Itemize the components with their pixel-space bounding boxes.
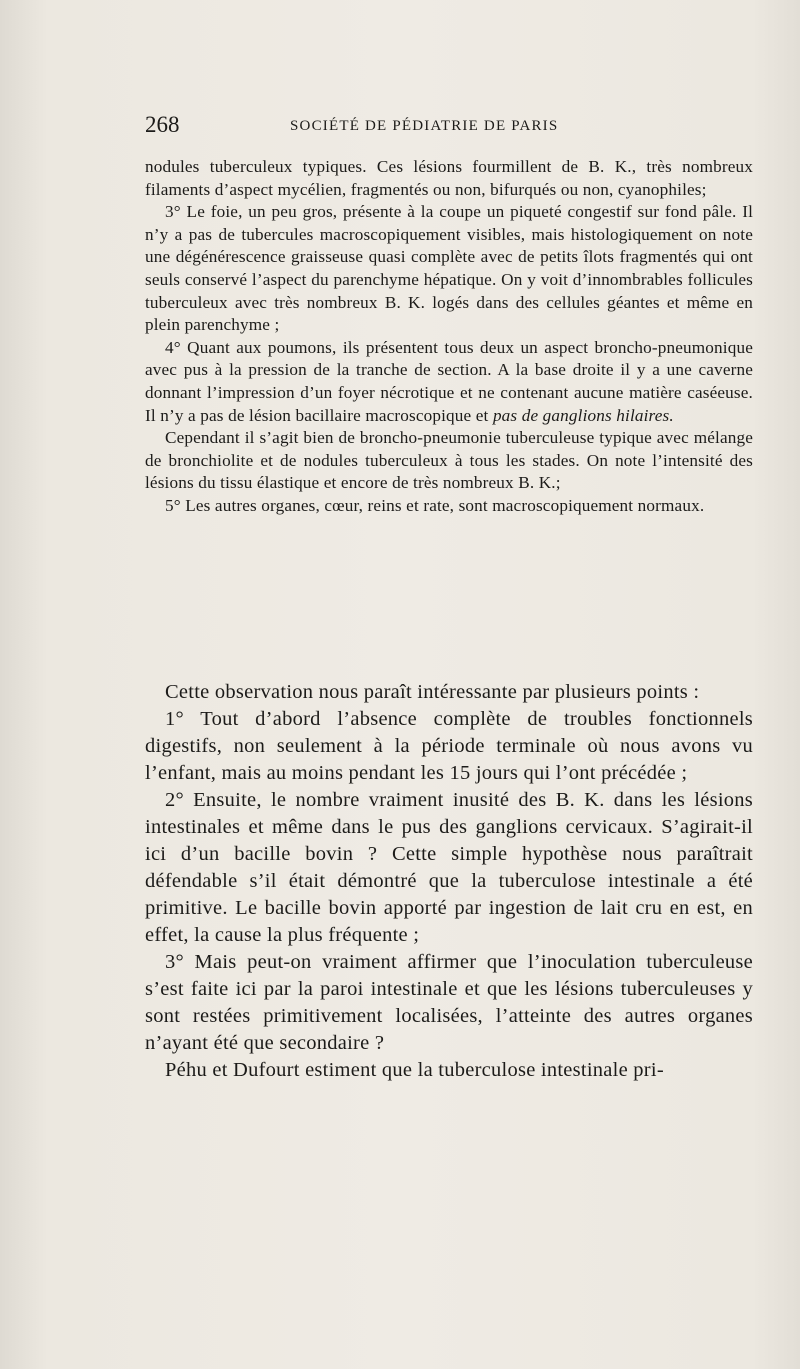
paragraph: 2° Ensuite, le nombre vraiment inusité des B. K. dans les lésions intestinales et même dans le pus des ganglions cervicaux. S’agirait-il ici d’un bacille bovin ? Cette simple hypothèse nous paraîtrait défendable s’il était démontré que la tuberculose intestinale a été primitive. Le bacille bovin apporté par ingestion de lait cru en est, en effet, la cause la plus fréquente ; <box>145 789 753 946</box>
main-text-section <box>145 679 753 1084</box>
paragraph: Péhu et Dufourt estiment que la tuberculose intestinale pri- <box>165 1059 664 1081</box>
paragraph <box>145 337 753 427</box>
running-head: SOCIÉTÉ DE PÉDIATRIE DE PARIS <box>290 118 559 134</box>
paragraph: Cependant il s’agit bien de broncho-pneumonie tuberculeuse typique avec mélange de bronchiolite et de nodules tuberculeux à tous les stades. On note l’intensité des lésions du tissu élastique et encore de très nombreux B. K.; <box>145 428 753 493</box>
paragraph: 5° Les autres organes, cœur, reins et rate, sont macroscopiquement normaux. <box>165 495 705 515</box>
paragraph: 3° Le foie, un peu gros, présente à la coupe un piqueté congestif sur fond pâle. Il n’y a pas de tubercules macroscopiquement visibles, mais histologiquement on note une dégénérescence graisseuse quasi complète avec de petits îlots fragmentés qui ont seuls conservé l’aspect du parenchyme hépatique. On y voit d’innombrables follicules tuberculeux avec très nombreux B. K. logés dans des cellules géantes et même en plein parenchyme ; <box>145 202 753 335</box>
paragraph: 1° Tout d’abord l’absence complète de troubles fonctionnels digestifs, non seulement à la période terminale où nous avons vu l’enfant, mais au moins pendant les 15 jours qui l’ont précédée ; <box>145 708 753 784</box>
page-number: 268 <box>145 112 180 137</box>
paragraph: Cette observation nous paraît intéressante par plusieurs points : <box>165 681 700 703</box>
page-header <box>145 112 753 142</box>
paragraph: nodules tuberculeux typiques. Ces lésions fourmillent de B. K., très nombreux filaments d’aspect mycélien, fragmentés ou non, bifurqués ou non, cyanophiles; <box>145 157 753 199</box>
italic-phrase: pas de ganglions hilaires. <box>492 405 674 425</box>
paragraph-text: 4° Quant aux poumons, ils présentent tous deux un aspect broncho-pneumonique avec pus à la pression de la tranche de section. A la base droite il y a une caverne donnant l’impression d’un foyer nécrotique et ne contenant aucune matière caséeuse. Il n’y a pas de lésion bacillaire macroscopique et <box>145 337 753 425</box>
small-print-section <box>145 156 753 518</box>
paragraph: 3° Mais peut-on vraiment affirmer que l’inoculation tuberculeuse s’est faite ici par la paroi intestinale et que les lésions tuberculeuses y sont restées primitivement localisées, l’atteinte des autres organes n’ayant été que secondaire ? <box>145 951 753 1054</box>
